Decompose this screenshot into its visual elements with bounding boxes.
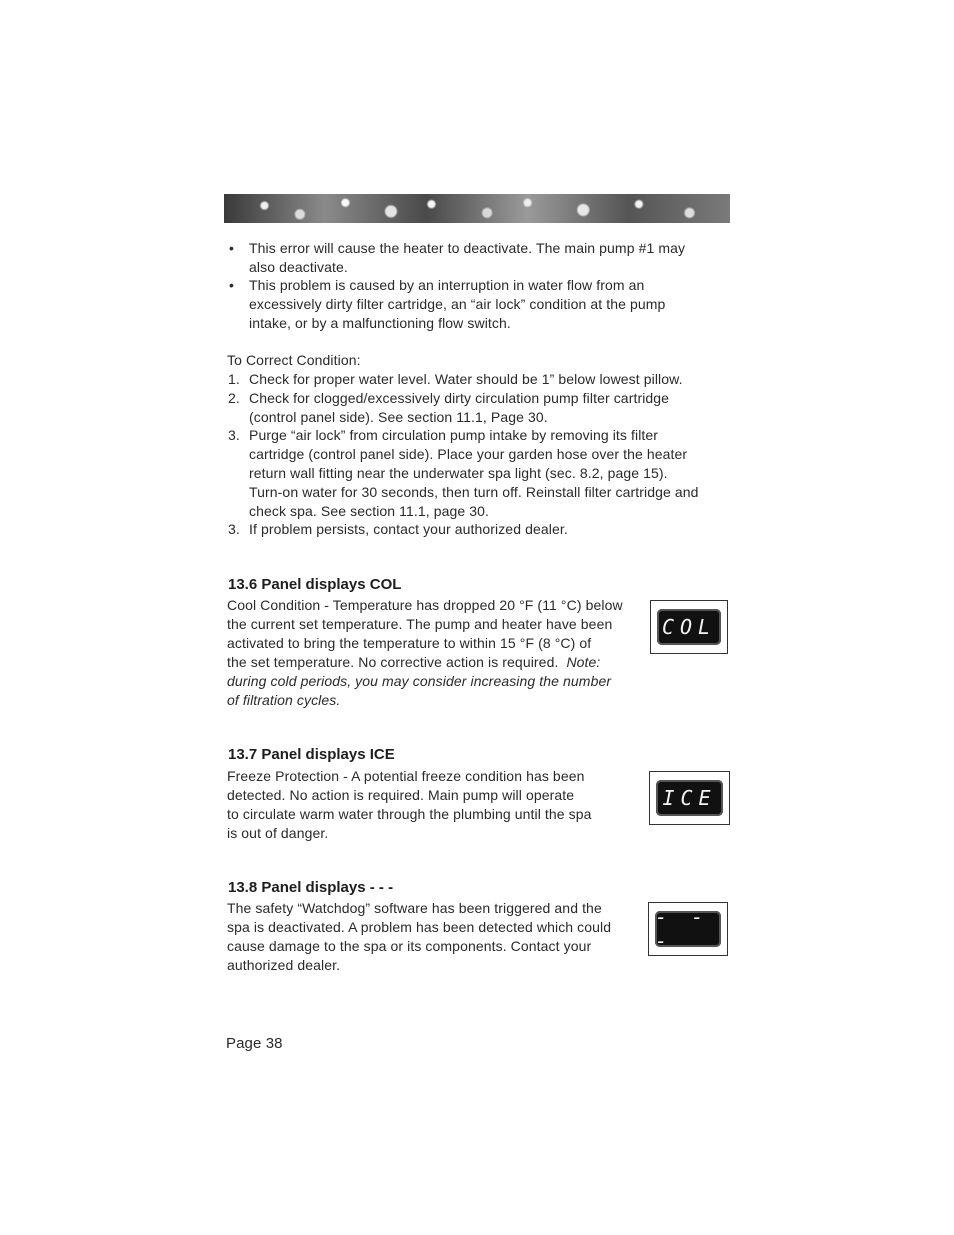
step-number: 3. — [228, 427, 240, 443]
section-heading-13-6: 13.6 Panel displays COL — [228, 576, 402, 593]
bullet-icon: • — [229, 277, 234, 293]
correct-condition-title: To Correct Condition: — [227, 352, 361, 368]
lcd-readout: COL — [657, 609, 721, 645]
panel-display-col — [650, 600, 728, 654]
section-heading-13-7: 13.7 Panel displays ICE — [228, 746, 395, 763]
step-number: 3. — [228, 521, 240, 537]
step-text: Check for proper water level. Water should be 1” below lowest pillow. — [249, 371, 683, 387]
step-text: If problem persists, contact your authorized dealer. — [249, 521, 568, 537]
step-number: 1. — [228, 371, 240, 387]
bullet-text-1: This error will cause the heater to deactivate. The main pump #1 may also deactivate. — [249, 240, 686, 275]
step-number: 2. — [228, 390, 240, 406]
section-text-13-7: Freeze Protection - A potential freeze condition has been detected. No action is required. Main pump will operate to circulate warm water through the plumbing until the spa is out of danger. — [227, 768, 592, 841]
step-text: Purge “air lock” from circulation pump intake by removing its filter cartridge (control panel side). Place your garden hose over the heater return wall fitting near the underwater spa light (sec. 8.2, page 15). Turn-on water for 30 seconds, then turn off. Reinstall filter cartridge and check spa. See section 11.1, page 30. — [249, 427, 699, 519]
panel-display-dashes — [648, 902, 728, 956]
page-number: Page 38 — [226, 1035, 283, 1052]
panel-display-ice — [649, 771, 730, 825]
section-heading-13-8: 13.8 Panel displays - - - — [228, 879, 394, 896]
step-text: Check for clogged/excessively dirty circulation pump filter cartridge (control panel side). See section 11.1, Page 30. — [249, 390, 670, 425]
section-text-13-8: The safety “Watchdog” software has been triggered and the spa is deactivated. A problem has been detected which could cause damage to the spa or its components. Contact your authorized dealer. — [227, 900, 612, 973]
bullet-text-2: This problem is caused by an interruption in water flow from an excessively dirty filter cartridge, an “air lock” condition at the pump intake, or by a malfunctioning flow switch. — [249, 277, 666, 331]
lcd-readout: - - - — [655, 911, 721, 947]
section-text-13-6: Cool Condition - Temperature has dropped 20 °F (11 °C) below the current set temperature. The pump and heater have been activated to bring the temperature to within 15 °F (8 °C) of the set temperature. No corrective action is required. Note: during cold periods, you may consider increasing the number of filtration cycles. — [227, 597, 623, 708]
header-banner-image — [224, 194, 730, 223]
lcd-readout: ICE — [656, 780, 723, 816]
bullet-icon: • — [229, 240, 234, 256]
